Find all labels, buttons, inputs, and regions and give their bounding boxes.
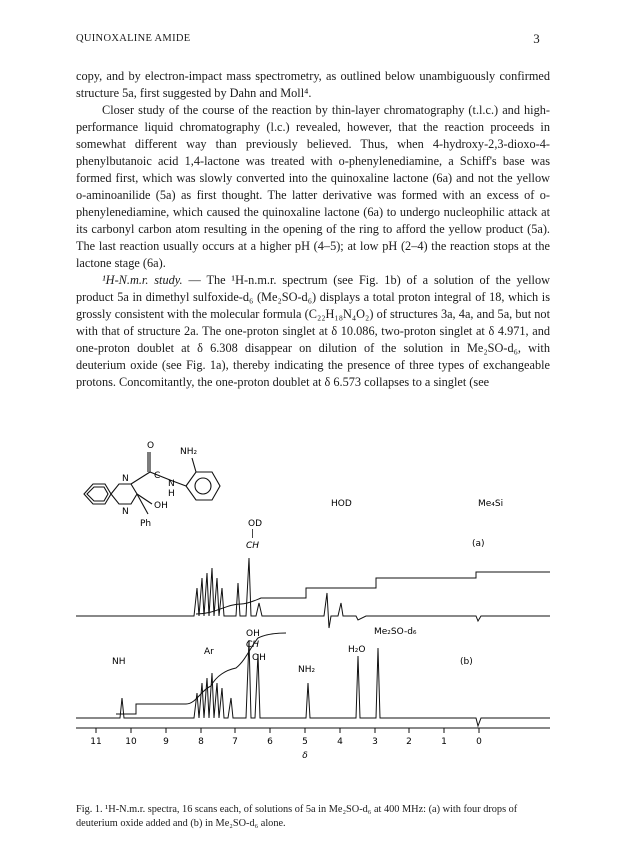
body-text bbox=[76, 68, 550, 391]
amide-h-label: H bbox=[168, 489, 175, 499]
paragraph-3 bbox=[76, 272, 550, 391]
paragraph-1: copy, and by electron-impact mass spectrometry, as outlined below unambiguously confirmed structure 5a, first suggested by Dahn and Moll⁴. bbox=[76, 69, 550, 100]
hydroxyl-label: OH bbox=[154, 501, 168, 511]
figure-caption: Fig. 1. ¹H-N.m.r. spectra, 16 scans each, of solutions of 5a in Me₂SO-d₆ at 400 MHz: (a) with four drops of deuterium oxide added and (b) in Me₂SO-d₆ alone. bbox=[76, 804, 518, 829]
nmr-spectra-svg bbox=[76, 428, 550, 768]
tick-2: 2 bbox=[406, 737, 412, 747]
tick-4: 4 bbox=[337, 737, 343, 747]
panel-b-label: (b) bbox=[460, 657, 473, 667]
tick-3: 3 bbox=[372, 737, 378, 747]
delta-axis bbox=[76, 728, 550, 733]
ch-label-a: CH bbox=[246, 541, 260, 551]
tick-8: 8 bbox=[198, 737, 204, 747]
ch-label-b: CH bbox=[246, 640, 260, 650]
tick-10: 10 bbox=[125, 737, 137, 747]
tick-6: 6 bbox=[267, 737, 273, 747]
tick-11: 11 bbox=[90, 737, 102, 747]
paragraph-3-text: — The ¹H-n.m.r. spectrum (see Fig. 1b) of a solution of the yellow product 5a in dimethyl sulfoxide-d₆ (Me₂SO-d₆) displays a total proton integral of 18, which is grossly consistent with the molecular formula (C₂₂H₁₈N₄O₂) of structures 3a, 4a, and 5a, but not with that of structure 2a. The one-proton singlet at δ 10.086, two-proton singlet at δ 4.971, and one-proton doublet at δ 6.308 disappear on dilution of the solution in Me₂SO-d₆, with deuterium oxide (see Fig. 1a), thereby indicating the presence of three types of exchangeable protons. Concomitantly, the one-proton doublet at δ 6.573 collapses to a singlet (see bbox=[76, 273, 550, 389]
carbonyl-o-label: O bbox=[147, 441, 155, 451]
nh2-label: NH₂ bbox=[298, 665, 316, 675]
oh-label-2: OH bbox=[252, 653, 266, 663]
tick-0: 0 bbox=[476, 737, 482, 747]
axis-tick-labels bbox=[90, 737, 482, 761]
nmr-figure bbox=[76, 428, 550, 768]
panel-a-label: (a) bbox=[472, 539, 485, 549]
spectrum-b bbox=[76, 633, 550, 726]
oh-label-1: OH bbox=[246, 629, 260, 639]
water-label: H₂O bbox=[348, 645, 366, 655]
dmso-label: Me₂SO-d₆ bbox=[374, 627, 417, 637]
phenyl-label: Ph bbox=[140, 519, 152, 529]
od-bond-label: | bbox=[251, 529, 255, 539]
section-heading: ¹H-N.m.r. study. bbox=[102, 273, 183, 287]
amine-label: NH₂ bbox=[180, 447, 198, 457]
paragraph-2: Closer study of the course of the reaction by thin-layer chromatography (t.l.c.) and high-performance liquid chromatography (l.c.) revealed, however, that the reaction proceeds in somewhat different way than previously believed. Thus, when 4-hydroxy-2,3-dioxo-4-phenylbutanoic acid 1,4-lactone was treated with o-phenylenediamine, a Schiff's base was formed first, which was slowly converted into the quinoxaline lactone (6a) and not the yellow o-aminoanilide (5a) as first thought. The latter derivative was formed with an excess of o-phenylenediamine, which caused the quinoxaline lactone (6a) to undergo nucleophilic attack at its carbonyl carbon atom resulting in the opening of the ring to afford the yellow product (5a). The last reaction usually occurs at a higher pH (4–5); at low pH (2–4) the reaction stops at the lactone stage (6a). bbox=[76, 103, 550, 270]
amide-c-label: C bbox=[154, 471, 161, 481]
ring-n1-label: N bbox=[122, 474, 129, 484]
hod-label: HOD bbox=[331, 499, 352, 509]
tick-7: 7 bbox=[232, 737, 238, 747]
delta-axis-label: δ bbox=[302, 751, 308, 761]
tick-9: 9 bbox=[163, 737, 169, 747]
running-title: QUINOXALINE AMIDE bbox=[76, 33, 191, 44]
quinoxaline-structure bbox=[84, 452, 220, 514]
tick-5: 5 bbox=[302, 737, 308, 747]
ring-n2-label: N bbox=[122, 507, 129, 517]
spectrum-a bbox=[76, 558, 550, 628]
running-header bbox=[76, 33, 540, 44]
amide-n-label: N bbox=[168, 479, 175, 489]
od-label: OD bbox=[248, 519, 263, 529]
tms-label: Me₄Si bbox=[478, 499, 504, 509]
page-number: 3 bbox=[533, 31, 540, 46]
tick-1: 1 bbox=[441, 737, 447, 747]
aromatic-label: Ar bbox=[204, 647, 214, 657]
nh-label: NH bbox=[112, 657, 126, 667]
